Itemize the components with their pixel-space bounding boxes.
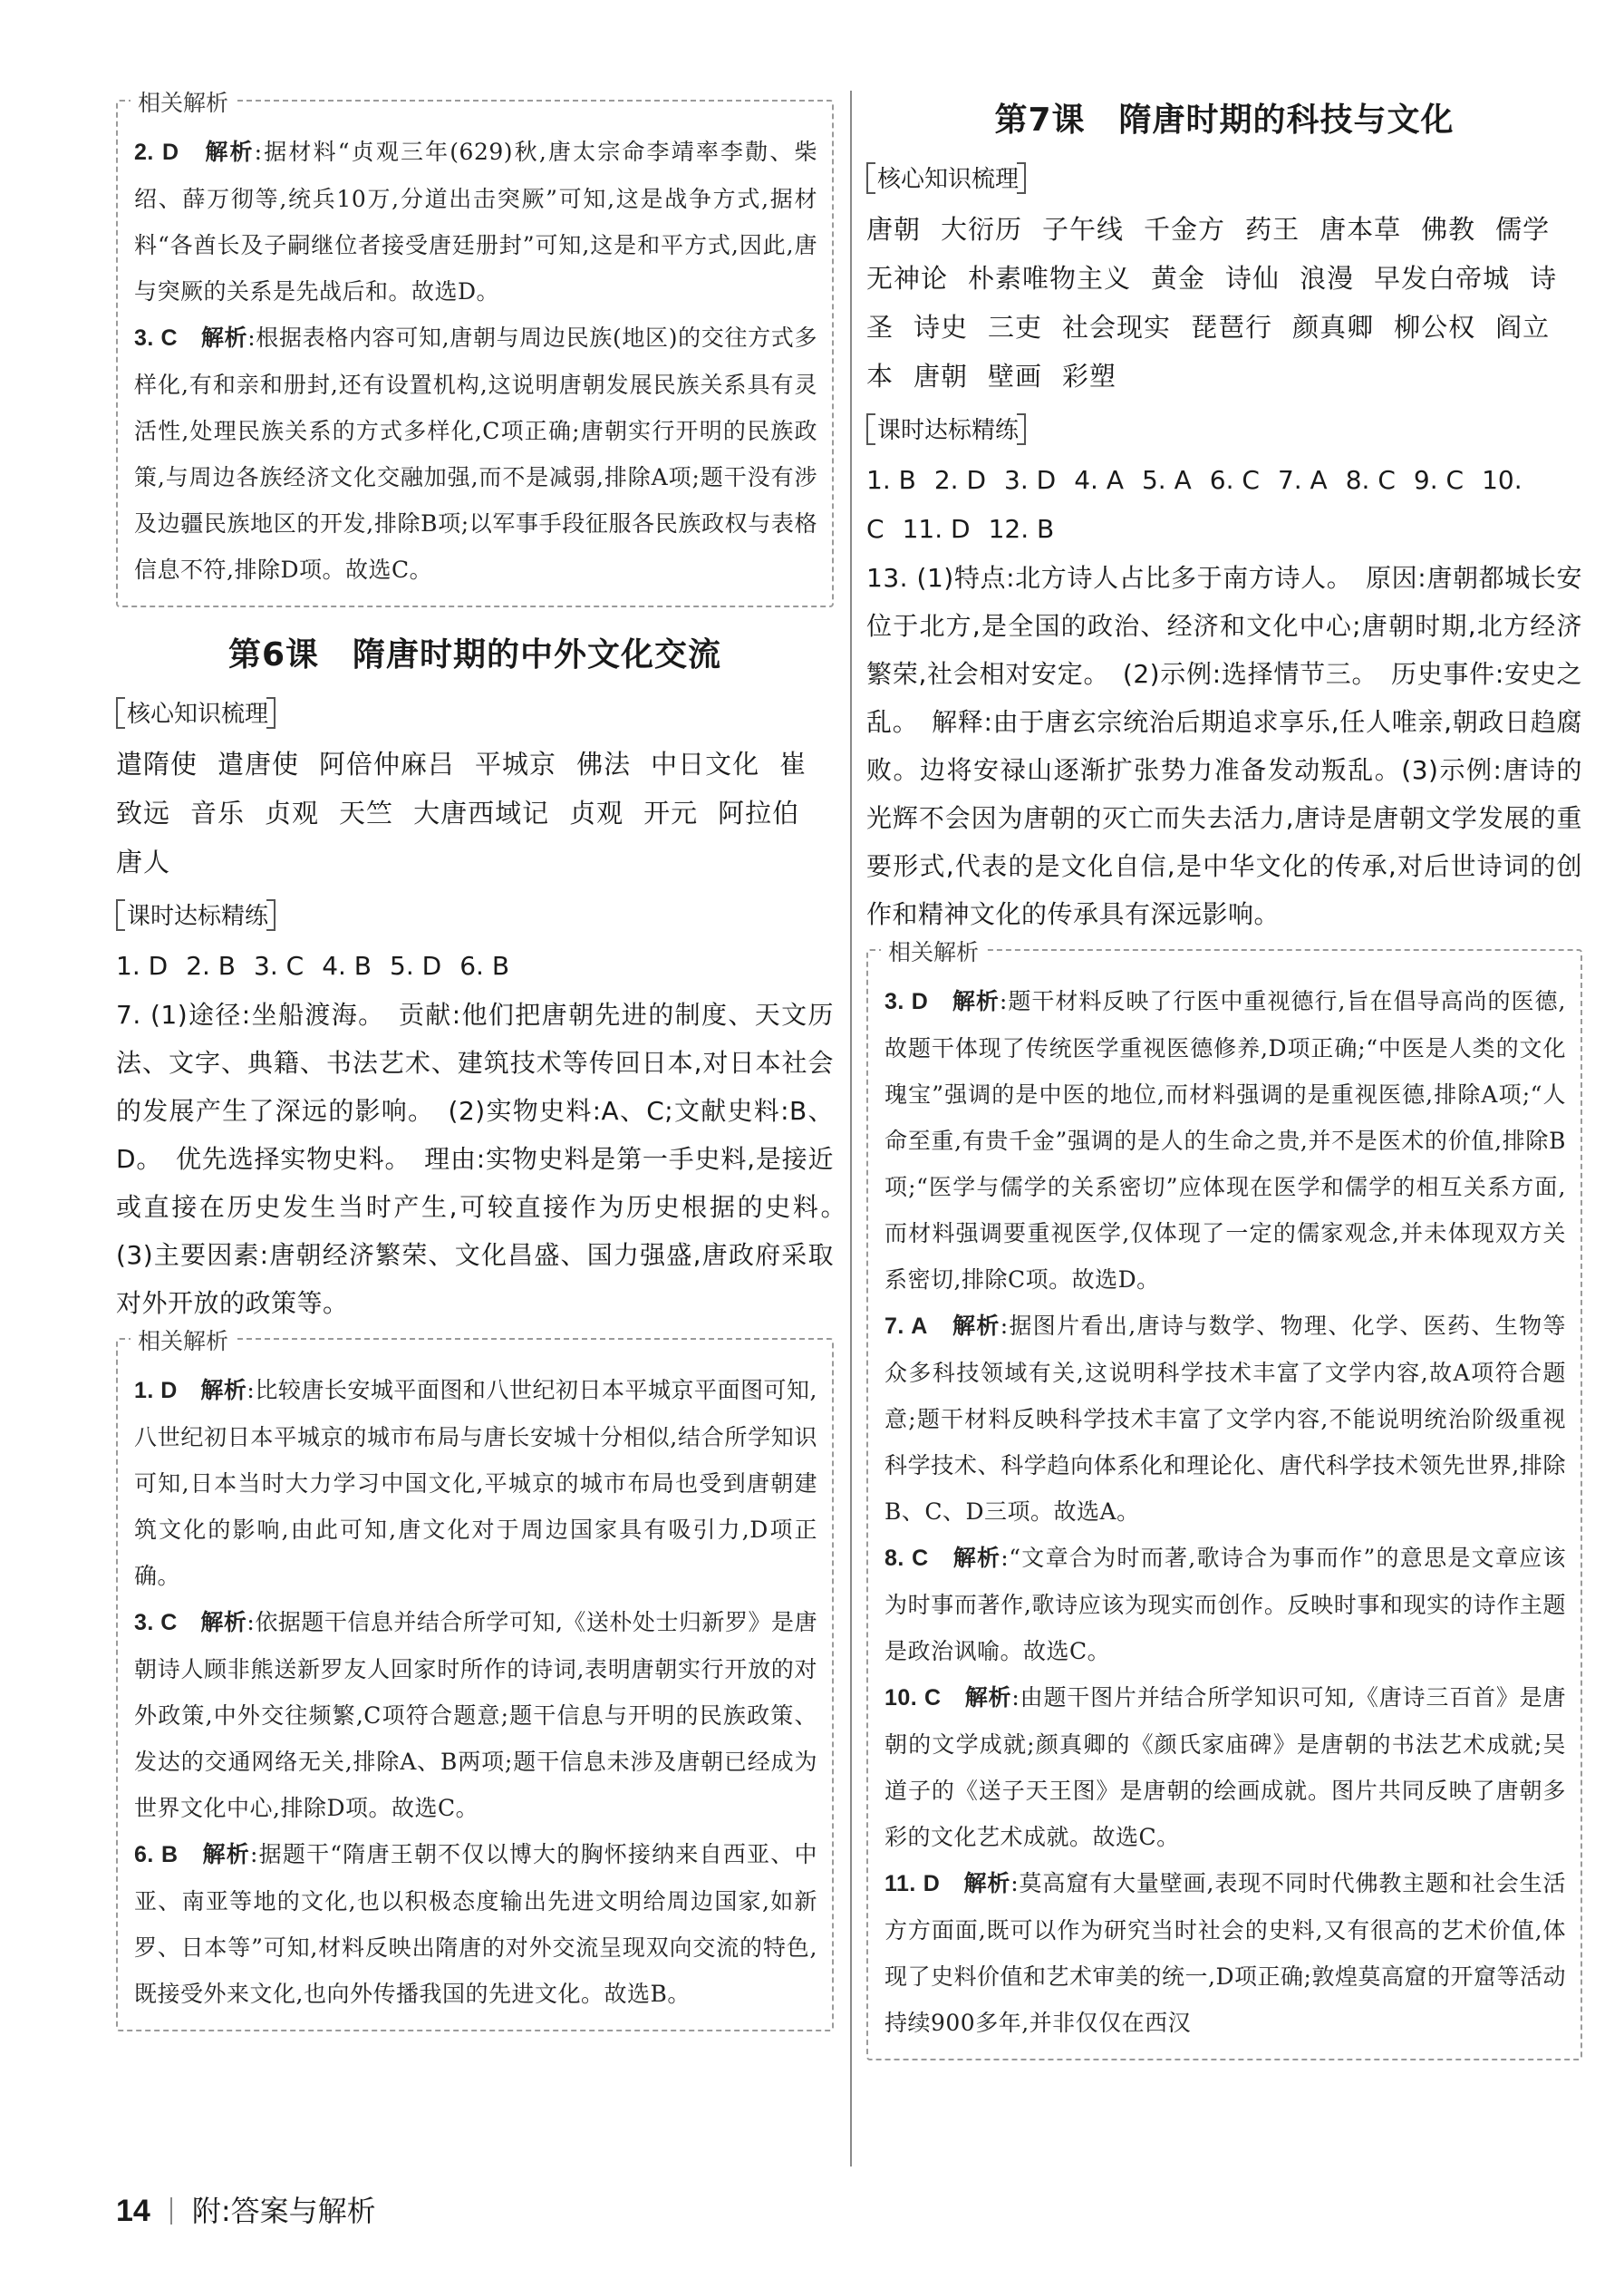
analysis-box-lesson5	[116, 90, 834, 607]
knowledge-points: 唐朝 大衍历 子午线 千金方 药王 唐本草 佛教 儒学无神论 朴素唯物主义 黄金 诗仙 浪漫 早发白帝城 诗圣 诗史 三吏 社会现实 琵琶行 颜真卿 柳公权 阎立本 唐朝 壁画 彩塑	[866, 214, 1558, 392]
footer-title: 附:答案与解析	[191, 2194, 376, 2228]
box-label: 相关解析	[130, 1323, 236, 1356]
analysis-box-lesson6	[116, 1328, 834, 2031]
analysis-item: 2. D 解析:据材料“贞观三年(629)秋,唐太宗命李靖率李勣、柴绍、薛万彻等,统兵10万,分道出击突厥”可知,这是战争方式,据材料“各酋长及子嗣继位者接受唐廷册封”可知,这是和平方式,因此,唐与突厥的关系是先战后和。故选D。	[134, 139, 817, 305]
analysis-box-lesson7	[866, 939, 1582, 2060]
analysis-item: 6. B 解析:据题干“隋唐王朝不仅以博大的胸怀接纳来自西亚、中亚、南亚等地的文化,也以积极态度输出先进文明给周边国家,如新罗、日本等”可知,材料反映出隋唐的对外交流呈现双向交流的特色,既接受外来文化,也向外传播我国的先进文化。故选B。	[134, 1841, 817, 2007]
knowledge-points: 遣隋使 遣唐使 阿倍仲麻吕 平城京 佛法 中日文化 崔致远 音乐 贞观 天竺 大唐西域记 贞观 开元 阿拉伯唐人	[116, 749, 807, 877]
section-tag-exercises: 课时达标精练	[866, 410, 1026, 449]
left-column	[116, 89, 860, 2044]
analysis-item: 10. C 解析:由题干图片并结合所学知识可知,《唐诗三百首》是唐朝的文学成就;颜真卿的《颜氏家庙碑》是唐朝的书法艺术成就;吴道子的《送子天王图》是唐朝的绘画成就。图片共同反映了唐朝多彩的文化艺术成就。故选C。	[884, 1684, 1566, 1850]
analysis-item: 8. C 解析:“文章合为时而著,歌诗合为事而作”的意思是文章应该为时事而著作,歌诗应该为现实而创作。反映时事和现实的诗作主题是政治讽喻。故选C。	[884, 1545, 1566, 1664]
analysis-item: 1. D 解析:比较唐长安城平面图和八世纪初日本平城京平面图可知,八世纪初日本平城京的城市布局与唐长安城十分相似,结合所学知识可知,日本当时大力学习中国文化,平城京的城市布局也受到唐朝建筑文化的影响,由此可知,唐文化对于周边国家具有吸引力,D项正确。	[134, 1377, 817, 1589]
answer-list: 1. B 2. D 3. D 4. A 5. A 6. C 7. A 8. C 9. C 10. C 11. D 12. B	[866, 465, 1522, 544]
analysis-item: 11. D 解析:莫高窟有大量壁画,表现不同时代佛教主题和社会生活方方面面,既可以作为研究当时社会的史料,又有很高的艺术价值,体现了史料价值和艺术审美的统一,D项正确;敦煌莫高窟的开窟等活动持续900多年,并非仅仅在西汉	[884, 1870, 1566, 2036]
answer-list: 1. D 2. B 3. C 4. B 5. D 6. B	[116, 951, 510, 981]
box-label: 相关解析	[130, 85, 236, 118]
analysis-item: 3. C 解析:依据题干信息并结合所学可知,《送朴处士归新罗》是唐朝诗人顾非熊送新罗友人回家时所作的诗词,表明唐朝实行开放的对外政策,中外交往频繁,C项符合题意;题干信息与开明的民族政策、发达的交通网络无关,排除A、B两项;题干信息未涉及唐朝已经成为世界文化中心,排除D项。故选C。	[134, 1609, 817, 1821]
question-13-answer: 13. (1)特点:北方诗人占比多于南方诗人。 原因:唐朝都城长安位于北方,是全国的政治、经济和文化中心;唐朝时期,北方经济繁荣,社会相对安定。 (2)示例:选择情节三。 历史事件:安史之乱。 解释:由于唐玄宗统治后期追求享乐,任人唯亲,朝政日趋腐败。边将安禄山逐渐扩张势力准备发动叛乱。(3)示例:唐诗的光辉不会因为唐朝的灭亡而失去活力,唐诗是唐朝文学发展的重要形式,代表的是文化自信,是中华文化的传承,对后世诗词的创作和精神文化的传承具有深远影响。	[866, 563, 1582, 929]
box-label: 相关解析	[881, 935, 986, 967]
page-number: 14	[116, 2194, 150, 2228]
question-7-answer: 7. (1)途径:坐船渡海。 贡献:他们把唐朝先进的制度、天文历法、文字、典籍、书法艺术、建筑技术等传回日本,对日本社会的发展产生了深远的影响。 (2)实物史料:A、C;文献史料:B、D。 优先选择实物史料。 理由:实物史料是第一手史料,是接近或直接在历史发生当时产生,可较直接作为历史根据的史料。 (3)主要因素:唐朝经济繁荣、文化昌盛、国力强盛,唐政府采取对外开放的政策等。	[116, 1000, 860, 1318]
analysis-item: 3. C 解析:根据表格内容可知,唐朝与周边民族(地区)的交往方式多样化,有和亲和册封,还有设置机构,这说明唐朝发展民族关系具有灵活性,处理民族关系的方式多样化,C项正确;唐朝实行开明的民族政策,与周边各族经济文化交融加强,而不是减弱,排除A项;题干没有涉及边疆民族地区的开发,排除B项;以军事手段征服各民族政权与表格信息不符,排除D项。故选C。	[134, 325, 817, 583]
lesson-6-title: 第6课 隋唐时期的中外文化交流	[227, 636, 722, 674]
analysis-item: 3. D 解析:题干材料反映了行医中重视德行,旨在倡导高尚的医德,故题干体现了传统医学重视医德修养,D项正确;“中医是人类的文化瑰宝”强调的是中医的地位,而材料强调的是重视医德,排除A项;“人命至重,有贵千金”强调的是人的生命之贵,并不是医术的价值,排除B项;“医学与儒学的关系密切”应体现在医学和儒学的相互关系方面,而材料强调要重视医学,仅体现了一定的儒家观念,并未体现双方关系密切,排除C项。故选D。	[884, 988, 1566, 1293]
section-tag-knowledge: 核心知识梳理	[866, 159, 1026, 198]
section-tag-exercises: 课时达标精练	[116, 896, 276, 935]
footer-separator	[170, 2197, 172, 2225]
column-divider	[850, 91, 852, 2167]
right-column	[866, 89, 1582, 2073]
page-footer	[116, 2188, 376, 2230]
section-tag-knowledge: 核心知识梳理	[116, 693, 276, 732]
analysis-item: 7. A 解析:据图片看出,唐诗与数学、物理、化学、医药、生物等众多科技领域有关,这说明科学技术丰富了文学内容,故A项符合题意;题干材料反映科学技术丰富了文学内容,不能说明统治阶级重视科学技术、科学趋向体系化和理论化、唐代科学技术领先世界,排除B、C、D三项。故选A。	[884, 1313, 1566, 1525]
lesson-7-title: 第7课 隋唐时期的科技与文化	[994, 102, 1455, 139]
